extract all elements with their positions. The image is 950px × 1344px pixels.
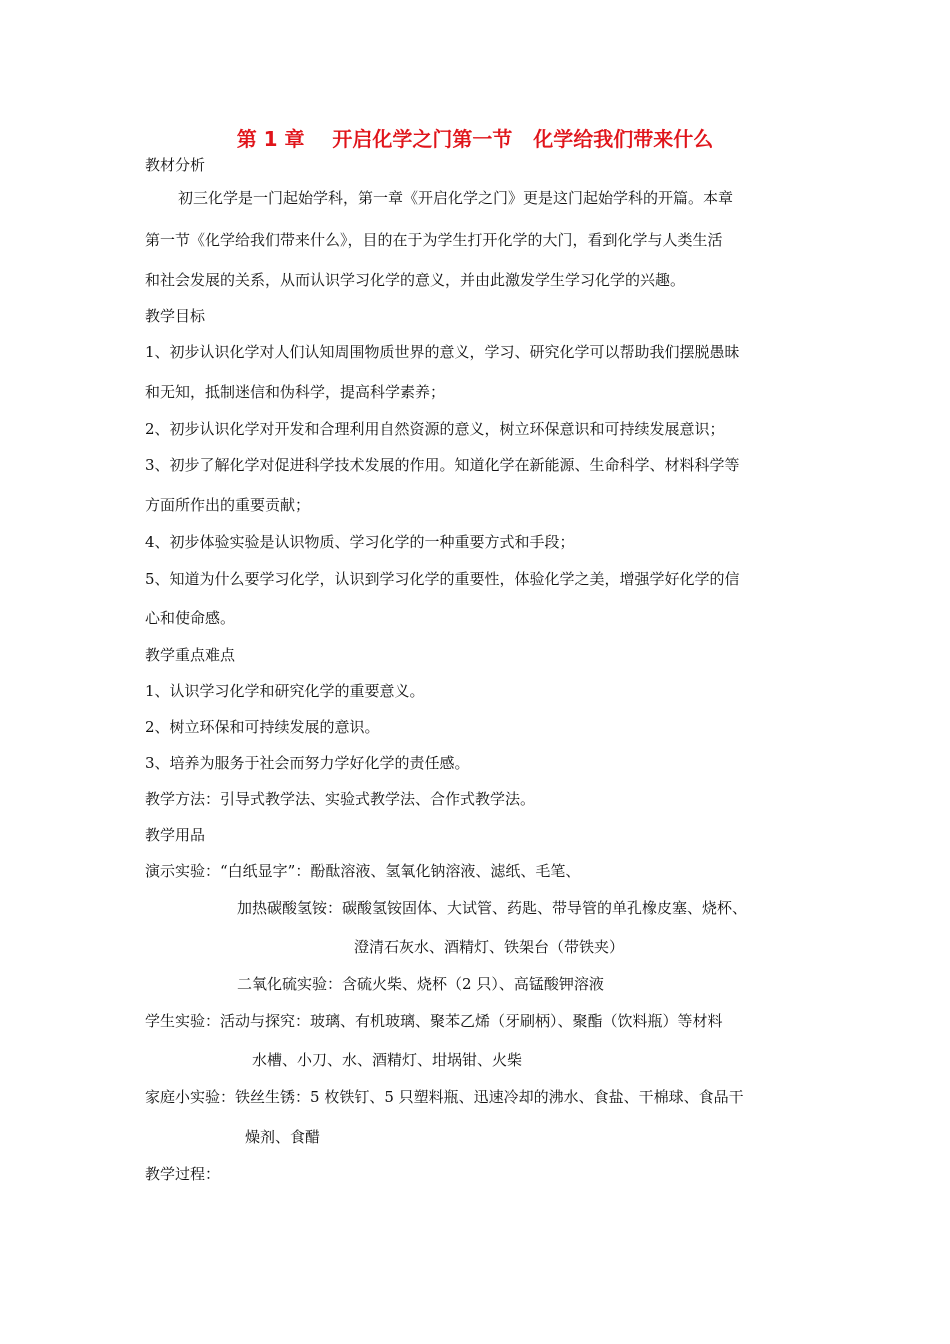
goal-line-3: 2、初步认识化学对开发和合理利用自然资源的意义，树立环保意识和可持续发展意识； — [145, 420, 725, 438]
supply-line-1: 演示实验：“白纸显字”：酚酞溶液、氢氧化钠溶液、滤纸、毛笔、 — [145, 862, 581, 880]
section-heading-process: 教学过程： — [145, 1165, 221, 1183]
supply-line-2: 加热碳酸氢铵：碳酸氢铵固体、大试管、药匙、带导管的单孔橡皮塞、烧杯、 — [237, 899, 748, 917]
document-title: 第 1 章 开启化学之门第一节 化学给我们带来什么 — [236, 127, 714, 151]
section-heading-analysis: 教材分析 — [145, 156, 206, 174]
teaching-method: 教学方法：引导式教学法、实验式教学法、合作式教学法。 — [145, 790, 536, 808]
goal-line-4: 3、初步了解化学对促进科学技术发展的作用。知道化学在新能源、生命科学、材料科学等 — [145, 456, 740, 474]
section-heading-key-points: 教学重点难点 — [145, 646, 236, 664]
supply-line-5: 学生实验：活动与探究：玻璃、有机玻璃、聚苯乙烯（牙刷柄）、聚酯（饮料瓶）等材料 — [145, 1012, 723, 1030]
section-heading-supplies: 教学用品 — [145, 826, 206, 844]
key-point-line-1: 1、认识学习化学和研究化学的重要意义。 — [145, 682, 425, 700]
analysis-line-2: 第一节《化学给我们带来什么》，目的在于为学生打开化学的大门，看到化学与人类生活 — [145, 231, 723, 249]
supply-line-8: 燥剂、食醋 — [245, 1128, 321, 1146]
analysis-line-1: 初三化学是一门起始学科，第一章《开启化学之门》更是这门起始学科的开篇。本章 — [178, 189, 734, 207]
supply-line-3: 澄清石灰水、酒精灯、铁架台（带铁夹） — [354, 938, 625, 956]
key-point-line-2: 2、树立环保和可持续发展的意识。 — [145, 718, 380, 736]
analysis-line-3: 和社会发展的关系，从而认识学习化学的意义，并由此激发学生学习化学的兴趣。 — [145, 271, 686, 289]
supply-line-7: 家庭小实验：铁丝生锈：5 枚铁钉、5 只塑料瓶、迅速冷却的沸水、食盐、干棉球、食品干 — [145, 1088, 744, 1106]
supply-line-6: 水槽、小刀、水、酒精灯、坩埚钳、火柴 — [252, 1051, 523, 1069]
supply-line-4: 二氧化硫实验：含硫火柴、烧杯（2 只）、高锰酸钾溶液 — [237, 975, 604, 993]
goal-line-6: 4、初步体验实验是认识物质、学习化学的一种重要方式和手段； — [145, 533, 575, 551]
goal-line-2: 和无知，抵制迷信和伪科学，提高科学素养； — [145, 383, 446, 401]
goal-line-1: 1、初步认识化学对人们认知周围物质世界的意义，学习、研究化学可以帮助我们摆脱愚昧 — [145, 343, 740, 361]
key-point-line-3: 3、培养为服务于社会而努力学好化学的责任感。 — [145, 754, 470, 772]
goal-line-7: 5、知道为什么要学习化学，认识到学习化学的重要性，体验化学之美，增强学好化学的信 — [145, 570, 740, 588]
section-heading-goals: 教学目标 — [145, 307, 206, 325]
goal-line-8: 心和使命感。 — [145, 609, 236, 627]
goal-line-5: 方面所作出的重要贡献； — [145, 496, 311, 514]
